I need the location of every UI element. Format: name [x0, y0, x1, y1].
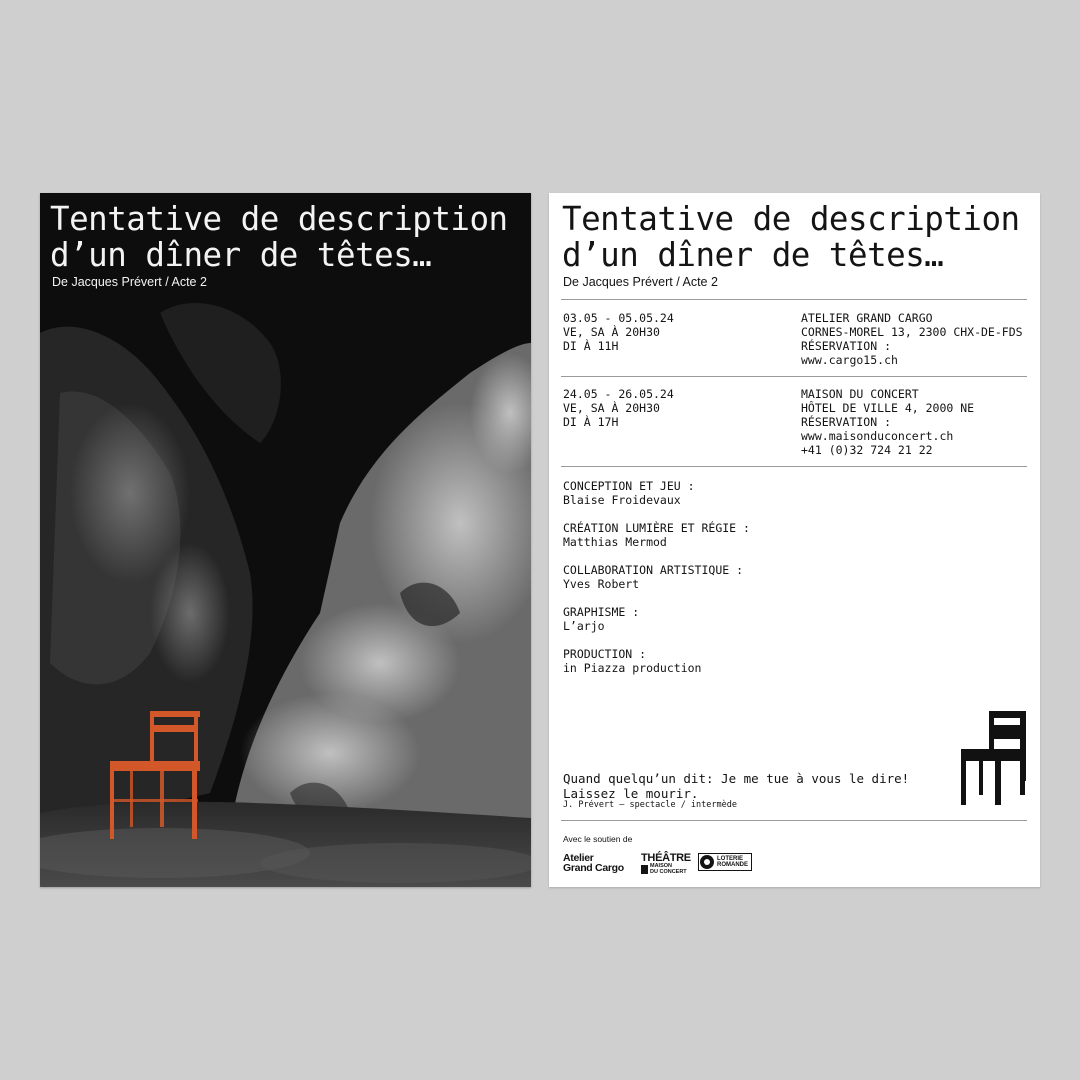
poster-title — [50, 201, 508, 273]
rock-landscape-photo — [40, 193, 531, 887]
credit-item — [563, 563, 743, 591]
date-block-1-venue — [801, 311, 1023, 367]
credit-role: COLLABORATION ARTISTIQUE : — [563, 563, 744, 577]
square-mark-icon — [641, 865, 648, 874]
credit-item — [563, 521, 750, 549]
poster-photo-card — [40, 193, 531, 887]
black-chair-icon — [957, 709, 1029, 807]
divider — [561, 466, 1027, 467]
credit-role: CONCEPTION ET JEU : — [563, 479, 695, 493]
credit-item — [563, 479, 695, 507]
venue-website: www.maisonduconcert.ch — [801, 429, 954, 443]
venue-name: ATELIER GRAND CARGO — [801, 311, 933, 325]
poster-title-line-1: Tentative de description — [50, 200, 508, 238]
date-times: VE, SA À 20H30 — [563, 401, 660, 415]
credit-item — [563, 605, 639, 633]
venue-address: HÔTEL DE VILLE 4, 2000 NE — [801, 401, 975, 415]
logo-text: Atelier — [563, 852, 594, 864]
logo-text: DU CONCERT — [650, 868, 687, 875]
theatre-maison-du-concert-logo — [641, 853, 691, 875]
quote-source: J. Prévert – spectacle / intermède — [563, 800, 737, 810]
quote-line: Laissez le mourir. — [563, 786, 699, 801]
logo-text: MAISON — [650, 863, 672, 869]
credit-role: GRAPHISME : — [563, 605, 640, 619]
poster-title-line-2: d’un dîner de têtes… — [50, 236, 432, 274]
date-times: VE, SA À 20H30 — [563, 325, 660, 339]
date-period: 24.05 - 26.05.24 — [563, 387, 674, 401]
venue-address: CORNES-MOREL 13, 2300 CHX-DE-FDS — [801, 325, 1023, 339]
credit-item — [563, 647, 701, 675]
divider — [561, 820, 1027, 821]
date-block-2-schedule — [563, 387, 674, 429]
credit-role: CRÉATION LUMIÈRE ET RÉGIE : — [563, 521, 750, 535]
credit-name: Matthias Mermod — [563, 535, 667, 549]
loterie-romande-logo — [698, 853, 752, 871]
date-times: DI À 17H — [563, 415, 619, 429]
flyer-info-card — [549, 193, 1040, 887]
venue-phone: +41 (0)32 724 21 22 — [801, 443, 933, 457]
credit-role: PRODUCTION : — [563, 647, 647, 661]
divider — [561, 376, 1027, 377]
atelier-grand-cargo-logo — [563, 853, 624, 873]
logo-text: THÉÂTRE — [641, 852, 691, 864]
circle-mark-icon — [700, 855, 714, 869]
date-block-2-venue — [801, 387, 974, 457]
booking-label: RÉSERVATION : — [801, 415, 892, 429]
credit-name: in Piazza production — [563, 661, 702, 675]
flyer-title — [562, 201, 1020, 273]
credit-name: Blaise Froidevaux — [563, 493, 681, 507]
venue-website: www.cargo15.ch — [801, 353, 898, 367]
divider — [561, 299, 1027, 300]
credit-name: L’arjo — [563, 619, 605, 633]
flyer-title-line-1: Tentative de description — [562, 200, 1020, 238]
logo-text: Grand Cargo — [563, 862, 624, 874]
quote-line: Quand quelqu’un dit: Je me tue à vous le dire! — [563, 771, 910, 786]
support-label: Avec le soutien de — [563, 834, 633, 844]
venue-name: MAISON DU CONCERT — [801, 387, 919, 401]
flyer-title-line-2: d’un dîner de têtes… — [562, 236, 944, 274]
flyer-subtitle: De Jacques Prévert / Acte 2 — [563, 275, 718, 289]
date-block-1-schedule — [563, 311, 674, 353]
date-times: DI À 11H — [563, 339, 619, 353]
credit-name: Yves Robert — [563, 577, 640, 591]
poster-subtitle: De Jacques Prévert / Acte 2 — [52, 275, 207, 289]
logo-text: LOTERIE — [717, 855, 744, 862]
date-period: 03.05 - 05.05.24 — [563, 311, 674, 325]
quote — [563, 771, 909, 801]
logo-text: ROMANDE — [717, 862, 748, 868]
booking-label: RÉSERVATION : — [801, 339, 892, 353]
